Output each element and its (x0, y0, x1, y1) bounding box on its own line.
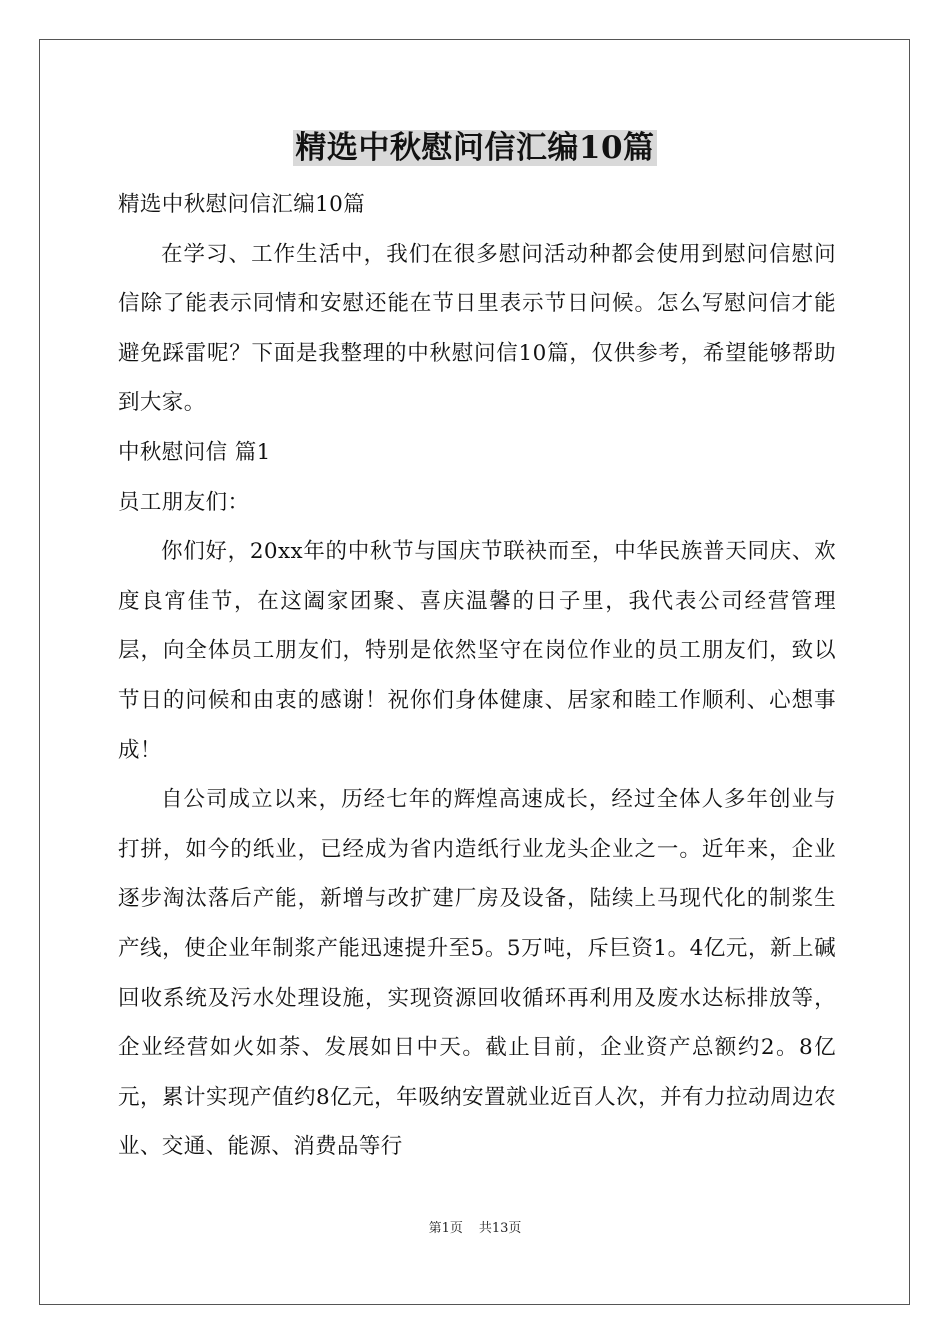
document-title (0, 124, 950, 172)
section-heading: 中秋慰问信 篇1 (118, 439, 271, 465)
document-body (118, 180, 836, 1172)
page-total: 共13页 (478, 1221, 522, 1236)
salutation: 员工朋友们： (118, 489, 250, 515)
body-paragraph-greeting: 你们好，20xx年的中秋节与国庆节联袂而至，中华民族普天同庆、欢度良宵佳节，在这阖家团聚、喜庆温馨的日子里，我代表公司经营管理层，向全体员工朋友们，特别是依然坚守在岗位作业的员工朋友们，致以节日的问候和由衷的感谢！祝你们身体健康、居家和睦工作顺利、心想事成！ (118, 539, 836, 763)
document-subtitle: 精选中秋慰问信汇编10篇 (118, 192, 366, 217)
page-footer (0, 1219, 950, 1239)
page-number: 第1页 (428, 1221, 463, 1236)
intro-paragraph: 在学习、工作生活中，我们在很多慰问活动种都会使用到慰问信慰问信除了能表示同情和安慰还能在节日里表示节日问候。怎么写慰问信才能避免踩雷呢？下面是我整理的中秋慰问信10篇，仅供参考，希望能够帮助到大家。 (118, 241, 836, 416)
body-paragraph-history: 自公司成立以来，历经七年的辉煌高速成长，经过全体人多年创业与打拼，如今的纸业，已经成为省内造纸行业龙头企业之一。近年来，企业逐步淘汰落后产能，新增与改扩建厂房及设备，陆续上马现代化的制浆生产线，使企业年制浆产能迅速提升至5。5万吨，斥巨资1。4亿元，新上碱回收系统及污水处理设施，实现资源回收循环再利用及废水达标排放等，企业经营如火如荼、发展如日中天。截止目前，企业资产总额约2。8亿元，累计实现产值约8亿元，年吸纳安置就业近百人次，并有力拉动周边农业、交通、能源、消费品等行 (118, 787, 836, 1160)
document-title-text: 精选中秋慰问信汇编10篇 (295, 130, 655, 166)
